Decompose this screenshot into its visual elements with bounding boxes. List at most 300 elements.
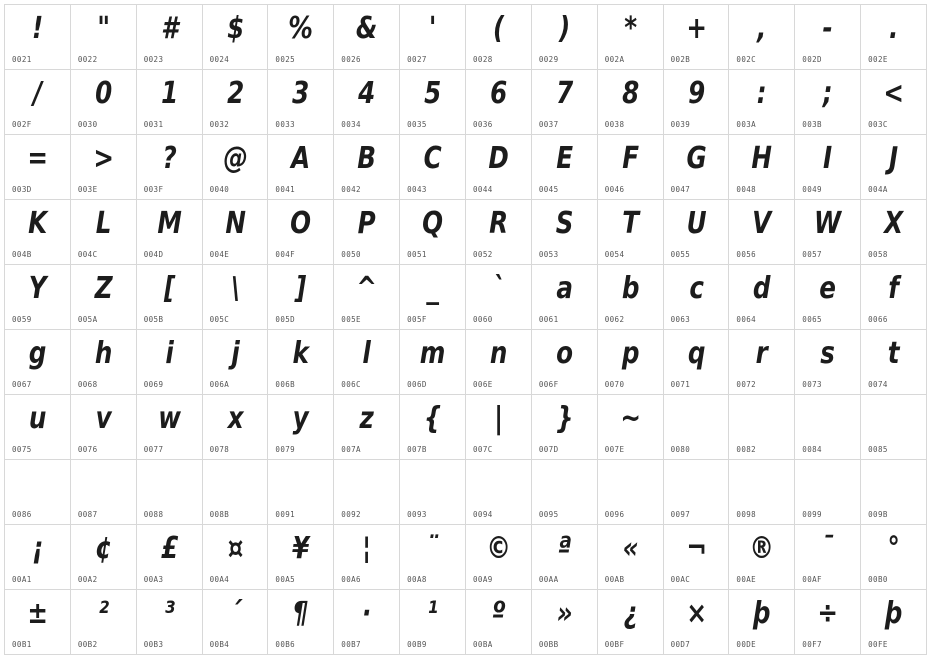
glyph-codepoint: 0050 <box>341 250 361 259</box>
glyph-cell[interactable] <box>861 70 927 135</box>
glyph-character <box>538 462 591 506</box>
glyph-cell[interactable] <box>203 590 269 655</box>
glyph-codepoint: 00A1 <box>12 575 32 584</box>
glyph-cell[interactable] <box>268 525 334 590</box>
glyph-cell[interactable] <box>861 200 927 265</box>
glyph-cell[interactable] <box>400 135 466 200</box>
glyph-character: p <box>621 336 639 371</box>
glyph-cell[interactable] <box>400 460 466 525</box>
glyph-cell[interactable] <box>664 460 730 525</box>
glyph-cell[interactable] <box>729 460 795 525</box>
glyph-codepoint: 0072 <box>736 380 757 389</box>
glyph-cell[interactable] <box>137 330 203 395</box>
glyph-cell[interactable] <box>729 330 795 395</box>
glyph-cell[interactable] <box>71 330 137 395</box>
glyph-cell[interactable] <box>400 525 466 590</box>
glyph-cell[interactable] <box>466 460 532 525</box>
glyph-codepoint: 003D <box>12 185 32 194</box>
glyph-cell[interactable] <box>795 70 861 135</box>
glyph-codepoint: 0021 <box>12 55 32 64</box>
glyph-character: U <box>686 206 706 241</box>
glyph-cell[interactable] <box>861 460 927 525</box>
glyph-character: ³ <box>163 596 175 631</box>
glyph-codepoint: 0066 <box>868 315 888 324</box>
glyph-codepoint: 005F <box>407 315 427 324</box>
glyph-character: ¶ <box>293 596 309 631</box>
glyph-cell[interactable] <box>5 200 71 265</box>
glyph-cell[interactable] <box>532 590 598 655</box>
glyph-codepoint: 004E <box>209 250 230 259</box>
glyph-cell[interactable] <box>334 70 400 135</box>
glyph-cell[interactable] <box>795 200 861 265</box>
glyph-cell[interactable] <box>5 590 71 655</box>
glyph-cell[interactable] <box>334 525 400 590</box>
glyph-character <box>801 397 854 441</box>
glyph-cell[interactable] <box>729 525 795 590</box>
glyph-codepoint: 0032 <box>209 120 230 129</box>
glyph-character <box>340 462 393 506</box>
glyph-cell[interactable] <box>400 70 466 135</box>
glyph-codepoint: 00AA <box>538 575 559 584</box>
glyph-character: ) <box>558 11 570 46</box>
glyph-codepoint: 0082 <box>736 445 757 454</box>
glyph-character: y <box>293 401 309 436</box>
glyph-character: n <box>489 336 507 371</box>
glyph-cell[interactable] <box>466 265 532 330</box>
glyph-character: z <box>359 401 374 436</box>
glyph-cell[interactable] <box>795 5 861 70</box>
glyph-cell[interactable] <box>795 135 861 200</box>
glyph-character <box>604 462 657 506</box>
glyph-character: u <box>28 401 46 436</box>
glyph-cell[interactable] <box>268 70 334 135</box>
glyph-codepoint: 006C <box>341 380 361 389</box>
glyph-character: ] <box>295 271 307 306</box>
glyph-grid <box>4 4 927 655</box>
glyph-cell[interactable] <box>268 460 334 525</box>
glyph-codepoint: 003A <box>736 120 757 129</box>
glyph-character: × <box>685 596 707 631</box>
glyph-cell[interactable] <box>137 70 203 135</box>
glyph-codepoint: 0023 <box>143 55 164 64</box>
glyph-cell[interactable] <box>861 395 927 460</box>
glyph-codepoint: 00A3 <box>143 575 164 584</box>
glyph-character: > <box>93 141 114 176</box>
glyph-codepoint: 0044 <box>472 185 493 194</box>
glyph-cell[interactable] <box>729 395 795 460</box>
glyph-character: º <box>491 596 506 631</box>
glyph-codepoint: 0054 <box>604 250 625 259</box>
glyph-character: $ <box>226 11 244 46</box>
glyph-cell[interactable] <box>400 265 466 330</box>
glyph-codepoint: 0034 <box>341 120 361 129</box>
glyph-cell[interactable] <box>334 135 400 200</box>
glyph-codepoint: 003C <box>868 120 888 129</box>
glyph-codepoint: 0033 <box>275 120 296 129</box>
glyph-cell[interactable] <box>203 200 269 265</box>
glyph-codepoint: 002B <box>670 55 691 64</box>
glyph-cell[interactable] <box>729 135 795 200</box>
glyph-codepoint: 005E <box>341 315 361 324</box>
glyph-cell[interactable] <box>203 70 269 135</box>
glyph-cell[interactable] <box>400 5 466 70</box>
glyph-character: m <box>419 336 446 371</box>
glyph-cell[interactable] <box>729 265 795 330</box>
glyph-codepoint: 0094 <box>472 510 493 519</box>
glyph-cell[interactable] <box>71 590 137 655</box>
glyph-character: N <box>224 206 246 241</box>
glyph-cell[interactable] <box>664 135 730 200</box>
glyph-character: ² <box>98 596 109 631</box>
glyph-cell[interactable] <box>598 330 664 395</box>
glyph-character: · <box>362 596 372 631</box>
glyph-codepoint: 0084 <box>802 445 822 454</box>
glyph-codepoint: 0039 <box>670 120 691 129</box>
glyph-cell[interactable] <box>795 590 861 655</box>
glyph-cell[interactable] <box>598 525 664 590</box>
glyph-cell[interactable] <box>203 395 269 460</box>
glyph-character: < <box>883 76 904 111</box>
glyph-cell[interactable] <box>203 330 269 395</box>
glyph-cell[interactable] <box>532 460 598 525</box>
glyph-cell[interactable] <box>5 460 71 525</box>
glyph-character: O <box>290 206 312 241</box>
glyph-cell[interactable] <box>466 395 532 460</box>
glyph-character: s <box>820 336 835 371</box>
glyph-character: H <box>751 141 772 176</box>
glyph-cell[interactable] <box>203 135 269 200</box>
glyph-cell[interactable] <box>137 200 203 265</box>
glyph-codepoint: 00FE <box>868 640 888 649</box>
glyph-codepoint: 0087 <box>77 510 98 519</box>
glyph-cell[interactable] <box>664 590 730 655</box>
glyph-character: ± <box>27 596 48 631</box>
glyph-codepoint: 0092 <box>341 510 361 519</box>
glyph-cell[interactable] <box>71 265 137 330</box>
glyph-codepoint: 0046 <box>604 185 625 194</box>
glyph-codepoint: 00A8 <box>407 575 427 584</box>
glyph-codepoint: 005C <box>209 315 230 324</box>
glyph-character: b <box>621 271 639 306</box>
glyph-cell[interactable] <box>532 265 598 330</box>
glyph-cell[interactable] <box>664 265 730 330</box>
glyph-cell[interactable] <box>532 525 598 590</box>
glyph-cell[interactable] <box>137 590 203 655</box>
glyph-cell[interactable] <box>71 200 137 265</box>
glyph-cell[interactable] <box>268 200 334 265</box>
glyph-codepoint: 008B <box>209 510 230 519</box>
glyph-character: ( <box>492 11 504 46</box>
glyph-cell[interactable] <box>268 590 334 655</box>
glyph-cell[interactable] <box>598 200 664 265</box>
glyph-cell[interactable] <box>598 265 664 330</box>
glyph-character: = <box>27 141 48 176</box>
glyph-cell[interactable] <box>795 330 861 395</box>
glyph-cell[interactable] <box>466 330 532 395</box>
glyph-cell[interactable] <box>334 590 400 655</box>
glyph-character: I <box>823 141 833 176</box>
glyph-cell[interactable] <box>203 5 269 70</box>
glyph-codepoint: 00A5 <box>275 575 296 584</box>
glyph-character: 0 <box>94 76 112 111</box>
glyph-codepoint: 0098 <box>736 510 757 519</box>
glyph-character: » <box>556 596 573 631</box>
glyph-cell[interactable] <box>5 135 71 200</box>
glyph-character <box>669 462 722 506</box>
glyph-codepoint: 0049 <box>802 185 822 194</box>
glyph-codepoint: 0093 <box>407 510 427 519</box>
glyph-cell[interactable] <box>71 395 137 460</box>
glyph-character: M <box>157 206 182 241</box>
glyph-codepoint: 002E <box>868 55 888 64</box>
glyph-codepoint: 0077 <box>143 445 164 454</box>
glyph-codepoint: 0051 <box>407 250 427 259</box>
glyph-cell[interactable] <box>137 525 203 590</box>
glyph-codepoint: 00AF <box>802 575 822 584</box>
glyph-cell[interactable] <box>532 70 598 135</box>
glyph-codepoint: 0036 <box>472 120 493 129</box>
glyph-cell[interactable] <box>598 70 664 135</box>
glyph-cell[interactable] <box>268 5 334 70</box>
glyph-codepoint: 003B <box>802 120 822 129</box>
glyph-codepoint: 0043 <box>407 185 427 194</box>
glyph-cell[interactable] <box>268 265 334 330</box>
glyph-codepoint: 0073 <box>802 380 822 389</box>
glyph-codepoint: 0040 <box>209 185 230 194</box>
glyph-codepoint: 00BA <box>472 640 493 649</box>
glyph-codepoint: 004C <box>77 250 98 259</box>
glyph-cell[interactable] <box>664 395 730 460</box>
glyph-cell[interactable] <box>466 70 532 135</box>
glyph-codepoint: 006A <box>209 380 230 389</box>
glyph-character: # <box>160 11 178 46</box>
glyph-codepoint: 002F <box>12 120 32 129</box>
glyph-cell[interactable] <box>137 460 203 525</box>
glyph-character: x <box>227 401 243 436</box>
glyph-cell[interactable] <box>5 525 71 590</box>
glyph-cell[interactable] <box>268 135 334 200</box>
glyph-cell[interactable] <box>334 330 400 395</box>
glyph-character: F <box>621 141 639 176</box>
glyph-cell[interactable] <box>466 525 532 590</box>
glyph-codepoint: 0062 <box>604 315 625 324</box>
glyph-codepoint: 0071 <box>670 380 691 389</box>
glyph-cell[interactable] <box>664 525 730 590</box>
glyph-cell[interactable] <box>400 590 466 655</box>
glyph-character: X <box>884 206 903 241</box>
glyph-character: ¢ <box>94 531 112 566</box>
glyph-cell[interactable] <box>334 395 400 460</box>
glyph-cell[interactable] <box>861 590 927 655</box>
glyph-cell[interactable] <box>861 265 927 330</box>
glyph-cell[interactable] <box>137 395 203 460</box>
glyph-character: 6 <box>490 76 507 111</box>
glyph-codepoint: 0060 <box>472 315 493 324</box>
glyph-codepoint: 00BF <box>604 640 625 649</box>
glyph-cell[interactable] <box>795 525 861 590</box>
glyph-codepoint: 0025 <box>275 55 296 64</box>
glyph-cell[interactable] <box>532 5 598 70</box>
glyph-cell[interactable] <box>400 200 466 265</box>
glyph-character: 1 <box>160 76 178 111</box>
glyph-cell[interactable] <box>71 135 137 200</box>
glyph-cell[interactable] <box>861 135 927 200</box>
glyph-character: © <box>486 531 511 566</box>
glyph-character: { <box>424 401 442 436</box>
glyph-codepoint: 002A <box>604 55 625 64</box>
glyph-character: ¦ <box>362 531 371 566</box>
glyph-codepoint: 002C <box>736 55 757 64</box>
glyph-character: ^ <box>356 271 377 306</box>
glyph-codepoint: 003E <box>77 185 98 194</box>
glyph-character: k <box>292 336 309 371</box>
glyph-character: W <box>814 206 842 241</box>
glyph-character: 4 <box>358 76 376 111</box>
glyph-cell[interactable] <box>861 525 927 590</box>
glyph-character: L <box>95 206 111 241</box>
glyph-cell[interactable] <box>795 460 861 525</box>
glyph-character: ' <box>429 11 437 46</box>
glyph-codepoint: 0085 <box>868 445 888 454</box>
glyph-cell[interactable] <box>664 330 730 395</box>
glyph-character: P <box>357 206 376 241</box>
glyph-character: . <box>889 11 899 46</box>
glyph-character: - <box>822 11 833 46</box>
glyph-cell[interactable] <box>334 5 400 70</box>
glyph-codepoint: 00B1 <box>12 640 32 649</box>
glyph-cell[interactable] <box>71 5 137 70</box>
glyph-cell[interactable] <box>71 70 137 135</box>
glyph-character: & <box>356 11 378 46</box>
glyph-character: ª <box>557 531 572 566</box>
glyph-codepoint: 00A2 <box>77 575 98 584</box>
glyph-cell[interactable] <box>5 5 71 70</box>
glyph-codepoint: 0027 <box>407 55 427 64</box>
glyph-codepoint: 0068 <box>77 380 98 389</box>
glyph-cell[interactable] <box>861 330 927 395</box>
glyph-codepoint: 0056 <box>736 250 757 259</box>
glyph-codepoint: 0088 <box>143 510 164 519</box>
glyph-character: J <box>889 141 898 176</box>
glyph-codepoint: 0097 <box>670 510 691 519</box>
glyph-codepoint: 0052 <box>472 250 493 259</box>
glyph-character: 8 <box>621 76 639 111</box>
glyph-cell[interactable] <box>5 330 71 395</box>
glyph-cell[interactable] <box>268 330 334 395</box>
glyph-cell[interactable] <box>71 525 137 590</box>
glyph-character: ¬ <box>685 531 707 566</box>
glyph-cell[interactable] <box>137 135 203 200</box>
glyph-character: K <box>28 206 47 241</box>
glyph-cell[interactable] <box>729 200 795 265</box>
glyph-cell[interactable] <box>5 70 71 135</box>
glyph-codepoint: 00B7 <box>341 640 361 649</box>
glyph-cell[interactable] <box>729 5 795 70</box>
glyph-character: w <box>157 401 181 436</box>
glyph-cell[interactable] <box>795 265 861 330</box>
glyph-cell[interactable] <box>400 330 466 395</box>
glyph-cell[interactable] <box>137 5 203 70</box>
glyph-character: Z <box>94 271 112 306</box>
glyph-cell[interactable] <box>5 395 71 460</box>
glyph-codepoint: 00AE <box>736 575 757 584</box>
glyph-cell[interactable] <box>729 70 795 135</box>
glyph-codepoint: 0091 <box>275 510 296 519</box>
glyph-cell[interactable] <box>203 525 269 590</box>
glyph-codepoint: 0042 <box>341 185 361 194</box>
glyph-cell[interactable] <box>598 395 664 460</box>
glyph-character: / <box>33 76 42 111</box>
glyph-character: R <box>489 206 508 241</box>
glyph-codepoint: 00B9 <box>407 640 427 649</box>
glyph-character: þ <box>884 596 903 631</box>
glyph-codepoint: 00AB <box>604 575 625 584</box>
glyph-character: } <box>555 401 573 436</box>
glyph-codepoint: 00DE <box>736 640 757 649</box>
glyph-cell[interactable] <box>203 265 269 330</box>
glyph-cell[interactable] <box>795 395 861 460</box>
glyph-character <box>735 462 788 506</box>
glyph-character: ! <box>32 11 43 46</box>
glyph-character: c <box>688 271 704 306</box>
glyph-codepoint: 0022 <box>77 55 98 64</box>
glyph-codepoint: 0079 <box>275 445 296 454</box>
glyph-cell[interactable] <box>532 135 598 200</box>
glyph-character: £ <box>160 531 178 566</box>
glyph-character: B <box>357 141 376 176</box>
glyph-cell[interactable] <box>466 5 532 70</box>
glyph-cell[interactable] <box>664 70 730 135</box>
glyph-character: G <box>686 141 706 176</box>
glyph-codepoint: 007B <box>407 445 427 454</box>
glyph-cell[interactable] <box>532 330 598 395</box>
glyph-cell[interactable] <box>598 460 664 525</box>
glyph-cell[interactable] <box>664 5 730 70</box>
glyph-cell[interactable] <box>268 395 334 460</box>
glyph-cell[interactable] <box>466 200 532 265</box>
glyph-cell[interactable] <box>466 590 532 655</box>
glyph-cell[interactable] <box>532 200 598 265</box>
glyph-cell[interactable] <box>334 460 400 525</box>
glyph-cell[interactable] <box>598 135 664 200</box>
glyph-codepoint: 00A4 <box>209 575 230 584</box>
glyph-cell[interactable] <box>729 590 795 655</box>
glyph-codepoint: 007A <box>341 445 361 454</box>
glyph-codepoint: 0026 <box>341 55 361 64</box>
glyph-character: E <box>556 141 573 176</box>
glyph-character: ¤ <box>227 531 243 566</box>
glyph-character: ; <box>822 76 833 111</box>
glyph-codepoint: 0059 <box>12 315 32 324</box>
glyph-cell[interactable] <box>598 5 664 70</box>
glyph-cell[interactable] <box>532 395 598 460</box>
glyph-cell[interactable] <box>71 460 137 525</box>
glyph-cell[interactable] <box>334 265 400 330</box>
glyph-cell[interactable] <box>664 200 730 265</box>
glyph-codepoint: 0080 <box>670 445 691 454</box>
glyph-cell[interactable] <box>5 265 71 330</box>
glyph-codepoint: 0070 <box>604 380 625 389</box>
glyph-cell[interactable] <box>203 460 269 525</box>
glyph-character: % <box>288 11 313 46</box>
glyph-cell[interactable] <box>334 200 400 265</box>
glyph-codepoint: 0029 <box>538 55 559 64</box>
glyph-cell[interactable] <box>400 395 466 460</box>
glyph-cell[interactable] <box>598 590 664 655</box>
glyph-cell[interactable] <box>466 135 532 200</box>
glyph-cell[interactable] <box>137 265 203 330</box>
glyph-cell[interactable] <box>861 5 927 70</box>
